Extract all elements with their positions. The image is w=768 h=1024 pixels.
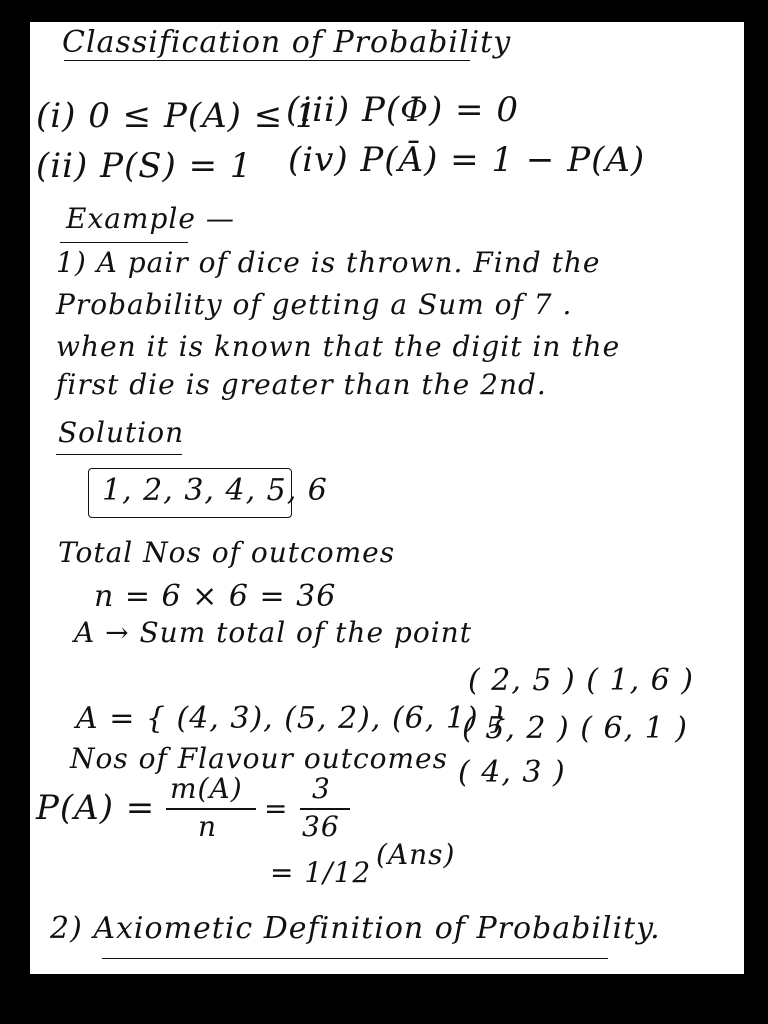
example-underline — [60, 242, 188, 243]
total-outcomes-equation: n = 6 × 6 = 36 — [94, 579, 337, 614]
problem-line-3: when it is known that the digit in the — [56, 330, 621, 363]
favourable-outcomes-label: Nos of Flavour outcomes — [70, 742, 448, 775]
event-a-definition: A → Sum total of the point — [74, 616, 472, 649]
next-section-heading: 2) Axiometic Definition of Probability. — [50, 911, 661, 946]
event-a-set: A = { (4, 3), (5, 2), (6, 1) } — [76, 701, 510, 736]
probability-numerator-2: 3 — [312, 772, 331, 805]
pairs-row-2: ( 5, 2 ) ( 6, 1 ) — [462, 711, 688, 746]
probability-result: = 1/12 — [270, 856, 372, 889]
answer-label: (Ans) — [376, 838, 456, 871]
probability-denominator-2: 36 — [302, 810, 340, 843]
problem-line-4: first die is greater than the 2nd. — [56, 368, 547, 401]
property-ii: (ii) P(S) = 1 — [36, 146, 253, 186]
property-iv: (iv) P(Ā) = 1 − P(A) — [288, 140, 646, 180]
solution-heading: Solution — [58, 416, 185, 449]
probability-lhs: P(A) = — [36, 788, 156, 828]
notebook-page — [30, 22, 744, 974]
probability-denominator: n — [198, 810, 218, 843]
page-title: Classification of Probability — [62, 25, 512, 60]
pairs-row-3: ( 4, 3 ) — [458, 755, 566, 790]
pairs-row-1: ( 2, 5 ) ( 1, 6 ) — [468, 663, 694, 698]
title-underline — [64, 60, 470, 61]
next-section-underline — [102, 958, 608, 959]
solution-underline — [56, 454, 182, 455]
example-heading: Example — — [66, 202, 235, 235]
problem-line-1: 1) A pair of dice is thrown. Find the — [56, 246, 601, 279]
problem-line-2: Probability of getting a Sum of 7 . — [56, 288, 573, 321]
total-outcomes-label: Total Nos of outcomes — [58, 536, 396, 569]
property-iii: (iii) P(Φ) = 0 — [286, 90, 519, 130]
probability-equals: = — [264, 792, 289, 825]
probability-numerator: m(A) — [170, 772, 243, 805]
property-i: (i) 0 ≤ P(A) ≤ 1 — [36, 96, 318, 136]
sample-set: 1, 2, 3, 4, 5, 6 — [102, 473, 328, 508]
